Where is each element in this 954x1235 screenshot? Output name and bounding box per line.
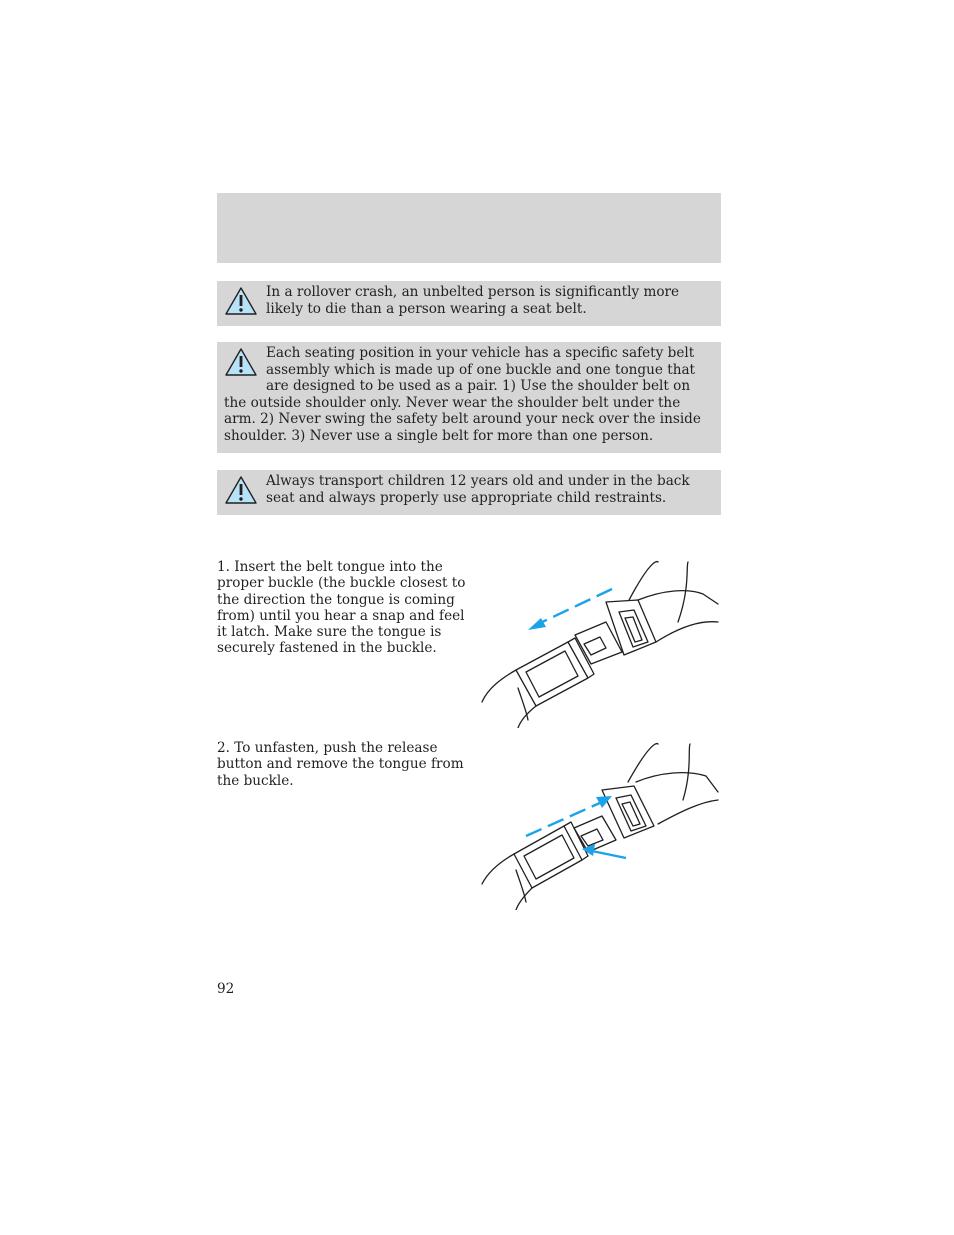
page-number: 92 [217, 981, 235, 997]
warning-triangle-icon [224, 347, 260, 379]
step-unfasten: 2. To unfasten, push the release button and remove the tongue from the buckle. [217, 740, 464, 789]
warning-text: Each seating position in your vehicle has a specific safety belt assembly which is made up of one buckle and one tongue that are designed to be used as a pair. 1) Use the shoulder belt on the outside shoulder only. Never wear the shoulder belt under the arm. 2) Never swing the safety belt around your neck over the inside shoulder. 3) Never use a single belt for more than one person. [224, 345, 701, 444]
buckle-release-illustration [478, 740, 724, 910]
warning-box-seating-position [217, 342, 721, 453]
warning-triangle-icon [224, 475, 260, 507]
warning-text: In a rollover crash, an unbelted person is significantly more likely to die than a person wearing a seat belt. [266, 284, 680, 317]
warning-text: Always transport children 12 years old and under in the back seat and always properly use appropriate child restraints. [266, 473, 690, 506]
warning-box-rollover [217, 281, 721, 326]
warning-box-children [217, 470, 721, 515]
warning-triangle-icon [224, 286, 260, 318]
header-band [217, 193, 721, 263]
step-insert-tongue: 1. Insert the belt tongue into the proper buckle (the buckle closest to the direction the tongue is coming from) until you hear a snap and feel it latch. Make sure the tongue is securely fastened in the buckle. [217, 559, 466, 657]
buckle-insert-illustration [478, 560, 724, 728]
